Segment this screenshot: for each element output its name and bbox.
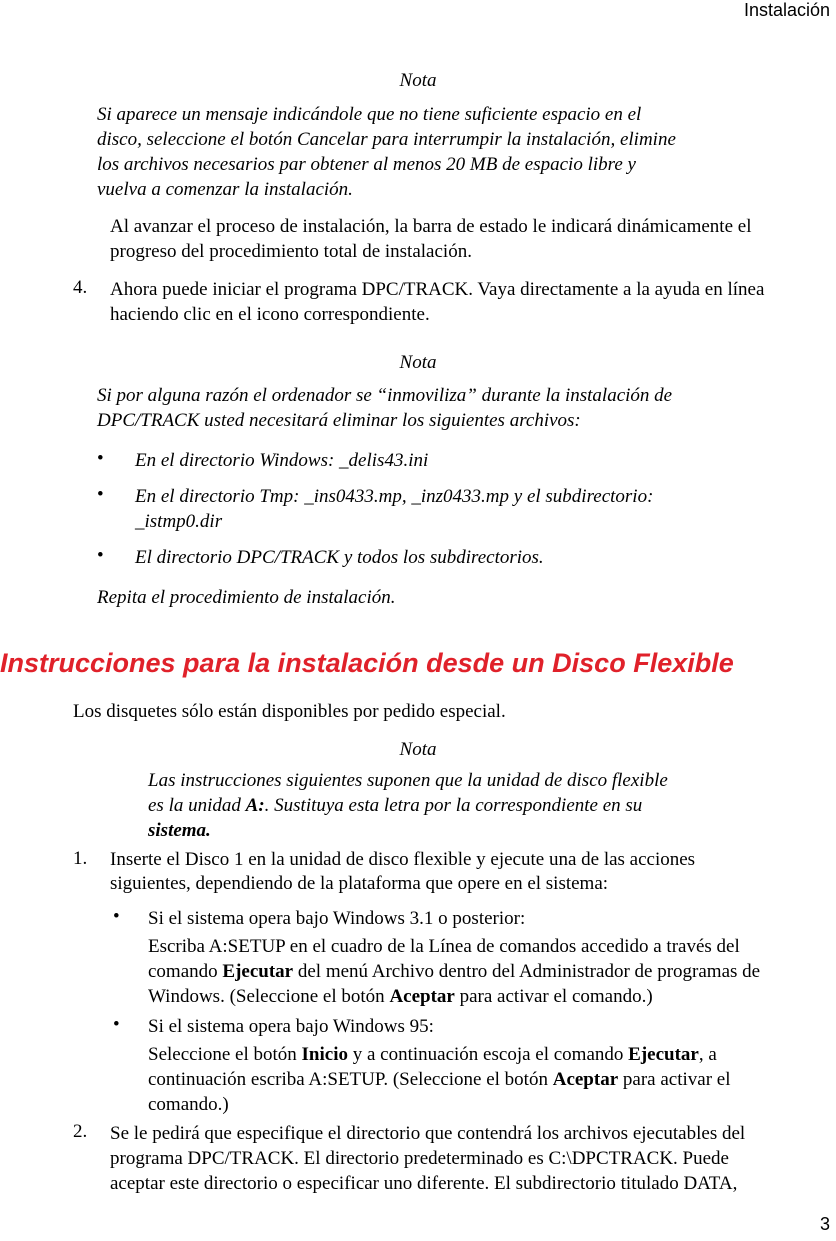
step-text [110,277,764,327]
list-item: Si el sistema opera bajo Windows 3.1 o posterior: [148,908,526,929]
list-item: Si el sistema opera bajo Windows 95: [148,1016,434,1037]
list-item-line: _istmp0.dir [135,511,223,532]
step-number: 2. [73,1121,88,1142]
list-item-body [148,1042,730,1117]
note-line: Si aparece un mensaje indicándole que no tiene suficiente espacio en el [97,104,642,125]
step-text [110,1121,745,1196]
list-item: El directorio DPC/TRACK y todos los subdirectorios. [135,547,544,568]
list-item-line: Escriba A:SETUP en el cuadro de la Línea de comandos accedido a través del [148,936,740,957]
note-line: Las instrucciones siguientes suponen que la unidad de disco flexible [148,770,668,791]
note-title: Nota [399,739,437,760]
list-item [135,484,653,534]
note-line: Si por alguna razón el ordenador se “inmoviliza” durante la instalación de [97,385,673,406]
paragraph [110,214,751,264]
intro-text: Los disquetes sólo están disponibles por pedido especial. [73,701,506,722]
step-line: Se le pedirá que especifique el directorio que contendrá los archivos ejecutables del [110,1123,746,1144]
step-line: Ahora puede iniciar el programa DPC/TRACK. Vaya directamente a la ayuda en línea [110,279,765,300]
page-number: 3 [819,1214,830,1234]
section-heading: Instrucciones para la instalación desde un Disco Flexible [0,648,734,678]
paragraph-line: progreso del procedimiento total de instalación. [110,241,472,262]
note-footer: Repita el procedimiento de instalación. [97,587,396,608]
list-item-body [148,934,760,1009]
list-item-line: Windows. (Seleccione el botón Aceptar para activar el comando.) [148,986,653,1007]
step-line: aceptar este directorio o especificar uno diferente. El subdirectorio titulado DATA, [110,1173,738,1194]
list-item: En el directorio Windows: _delis43.ini [135,450,429,471]
note-body [148,768,668,843]
running-header: Instalación [743,0,830,20]
note-line: los archivos necesarios par obtener al menos 20 MB de espacio libre y [97,154,636,175]
bullet-icon: • [113,1014,120,1035]
paragraph-line: Al avanzar el proceso de instalación, la barra de estado le indicará dinámicamente el [110,216,752,237]
bullet-icon: • [97,448,104,469]
note-title: Nota [399,70,437,91]
bullet-icon: • [97,484,104,505]
step-number: 4. [73,277,88,298]
note-title: Nota [399,352,437,373]
step-number: 1. [73,848,88,869]
note-line: sistema. [148,820,211,841]
note-line: vuelva a comenzar la instalación. [97,179,353,200]
note-line: disco, seleccione el botón Cancelar para interrumpir la instalación, elimine [97,129,676,150]
note-line: DPC/TRACK usted necesitará eliminar los siguientes archivos: [97,410,581,431]
note-body [97,383,672,433]
bullet-icon: • [113,906,120,927]
bullet-icon: • [97,545,104,566]
step-line: haciendo clic en el icono correspondiente. [110,304,430,325]
list-item-line: comando.) [148,1094,229,1115]
step-line: programa DPC/TRACK. El directorio predeterminado es C:\DPCTRACK. Puede [110,1148,729,1169]
list-item-line: Seleccione el botón Inicio y a continuación escoja el comando Ejecutar, a [148,1044,717,1065]
note-line: es la unidad A:. Sustituya esta letra por la correspondiente en su [148,795,643,816]
step-text [110,848,695,896]
list-item-line: continuación escriba A:SETUP. (Seleccione el botón Aceptar para activar el [148,1069,731,1090]
step-line: Inserte el Disco 1 en la unidad de disco flexible y ejecute una de las acciones [110,849,696,870]
list-item-line: En el directorio Tmp: _ins0433.mp, _inz0433.mp y el subdirectorio: [135,486,654,507]
list-item-line: comando Ejecutar del menú Archivo dentro del Administrador de programas de [148,961,761,982]
step-line: siguientes, dependiendo de la plataforma que opere en el sistema: [110,873,609,894]
note-body [97,102,676,202]
